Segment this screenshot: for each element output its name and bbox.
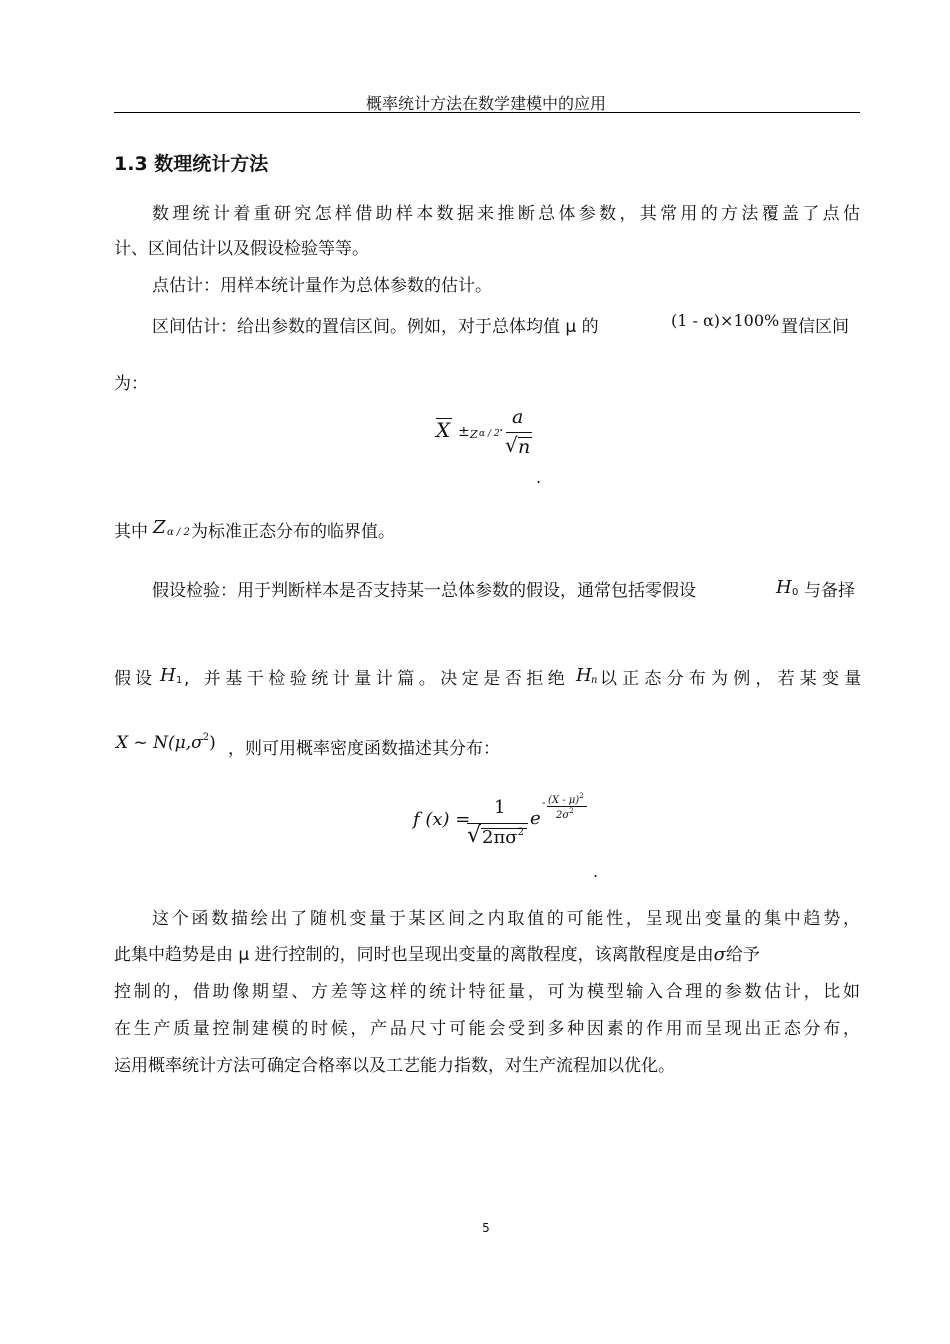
h0-symbol: H: [776, 577, 792, 598]
body-line-2: [114, 939, 860, 971]
body-line-2-tail: 给予: [725, 945, 760, 965]
interval-prefix: 区间估计：给出参数的置信区间。例如，对于总体均值 μ 的: [152, 317, 599, 337]
header-rule: [114, 112, 860, 113]
body-line-1: 这个函数描绘出了随机变量于某区间之内取值的可能性，呈现出变量的集中趋势，: [152, 909, 860, 929]
sigma-symbol: σ: [713, 944, 726, 965]
pdf-numerator: 1: [494, 797, 506, 818]
sigma-square-superscript: 2: [202, 732, 210, 743]
page-number: 5: [482, 1221, 490, 1235]
interval-estimation-line: [152, 311, 599, 343]
pdf-lhs: f (x) =: [413, 809, 471, 830]
interval-suffix: 置信区间: [781, 317, 849, 337]
exp-numerator-superscript: 2: [579, 792, 584, 800]
body-line-4: 在生产质量控制建模的时候，产品尺寸可能会受到多种因素的作用而呈现出正态分布，: [114, 1019, 860, 1039]
point-estimation-text: 点估计：用样本统计量作为总体参数的估计。: [152, 276, 492, 296]
exp-base-e: e: [530, 808, 541, 829]
z-symbol: Z: [470, 428, 478, 441]
formula2-end-dot: .: [593, 862, 599, 881]
critical-prefix: 其中: [114, 522, 148, 542]
intro-line-1: 数理统计着重研究怎样借助样本数据来推断总体参数，其常用的方法覆盖了点估: [152, 204, 860, 224]
exp-numerator: [548, 792, 584, 806]
pdf-sqrt-sign: √: [467, 823, 482, 848]
critical-symbol: Z: [153, 517, 166, 538]
exp-denominator: [556, 807, 574, 821]
exp-denominator-text: 2σ: [556, 810, 570, 821]
plus-minus: ±: [458, 424, 470, 440]
h0-subscript: 0: [792, 587, 799, 598]
pdf-denominator: [482, 827, 524, 848]
hypothesis-line-2-c: 以正态分布为例，若某变量: [600, 669, 867, 689]
distribution-expression: X ~ N(μ,σ: [116, 733, 203, 753]
hypothesis-line-1-suffix: 与备择: [804, 581, 855, 601]
h1-subscript: 1: [176, 675, 183, 686]
xbar-symbol: X: [436, 418, 451, 442]
body-line-3: 控制的，借助像期望、方差等这样的统计特征量，可为模型输入合理的参数估计，比如: [114, 982, 860, 1002]
distribution-close-paren: ): [209, 733, 216, 753]
running-header: 概率统计方法在数学建模中的应用: [365, 94, 606, 113]
hypothesis-line-2-a: 假设: [114, 669, 156, 689]
distribution-math: [116, 732, 216, 753]
critical-suffix: 为标准正态分布的临界值。: [191, 522, 395, 542]
exp-numerator-text: (X - μ): [548, 795, 580, 806]
hypothesis-line-1-prefix: 假设检验：用于判断样本是否支持某一总体参数的假设，通常包括零假设: [152, 581, 696, 601]
pdf-denominator-text: 2πσ: [482, 827, 518, 848]
interval-line-2: 为：: [114, 374, 148, 394]
hn-subscript: n: [591, 675, 598, 686]
exp-minus: -: [542, 796, 546, 809]
section-heading: 1.3 数理统计方法: [114, 153, 269, 175]
body-line-2-text: 此集中趋势是由 μ 进行控制的，同时也呈现出变量的离散程度，该离散程度是由: [114, 945, 714, 965]
hypothesis-line-2-b: , 并基干检验统计量计篇。决定是否拒绝: [184, 669, 570, 689]
xbar-overline: [436, 418, 452, 419]
critical-subscript: α / 2: [167, 527, 190, 538]
dot-operator: ·: [499, 423, 504, 439]
distribution-suffix: ，则可用概率密度函数描述其分布：: [228, 739, 500, 759]
intro-line-2: 计、区间估计以及假设检验等等。: [114, 239, 369, 259]
exp-denominator-superscript: 2: [569, 807, 574, 815]
denominator-n: n: [518, 436, 531, 458]
confidence-level-math: (1 - α)×100%: [671, 311, 780, 330]
hn-symbol: H: [576, 665, 592, 686]
formula1-end-dot: .: [536, 468, 542, 487]
sqrt-sign: √: [505, 433, 518, 457]
h1-symbol: H: [160, 665, 176, 686]
pdf-denominator-superscript: 2: [517, 827, 524, 838]
z-subscript: α / 2: [479, 429, 500, 439]
body-line-5: 运用概率统计方法可确定合格率以及工艺能力指数，对生产流程加以优化。: [114, 1056, 675, 1076]
numerator-a: a: [512, 406, 524, 428]
